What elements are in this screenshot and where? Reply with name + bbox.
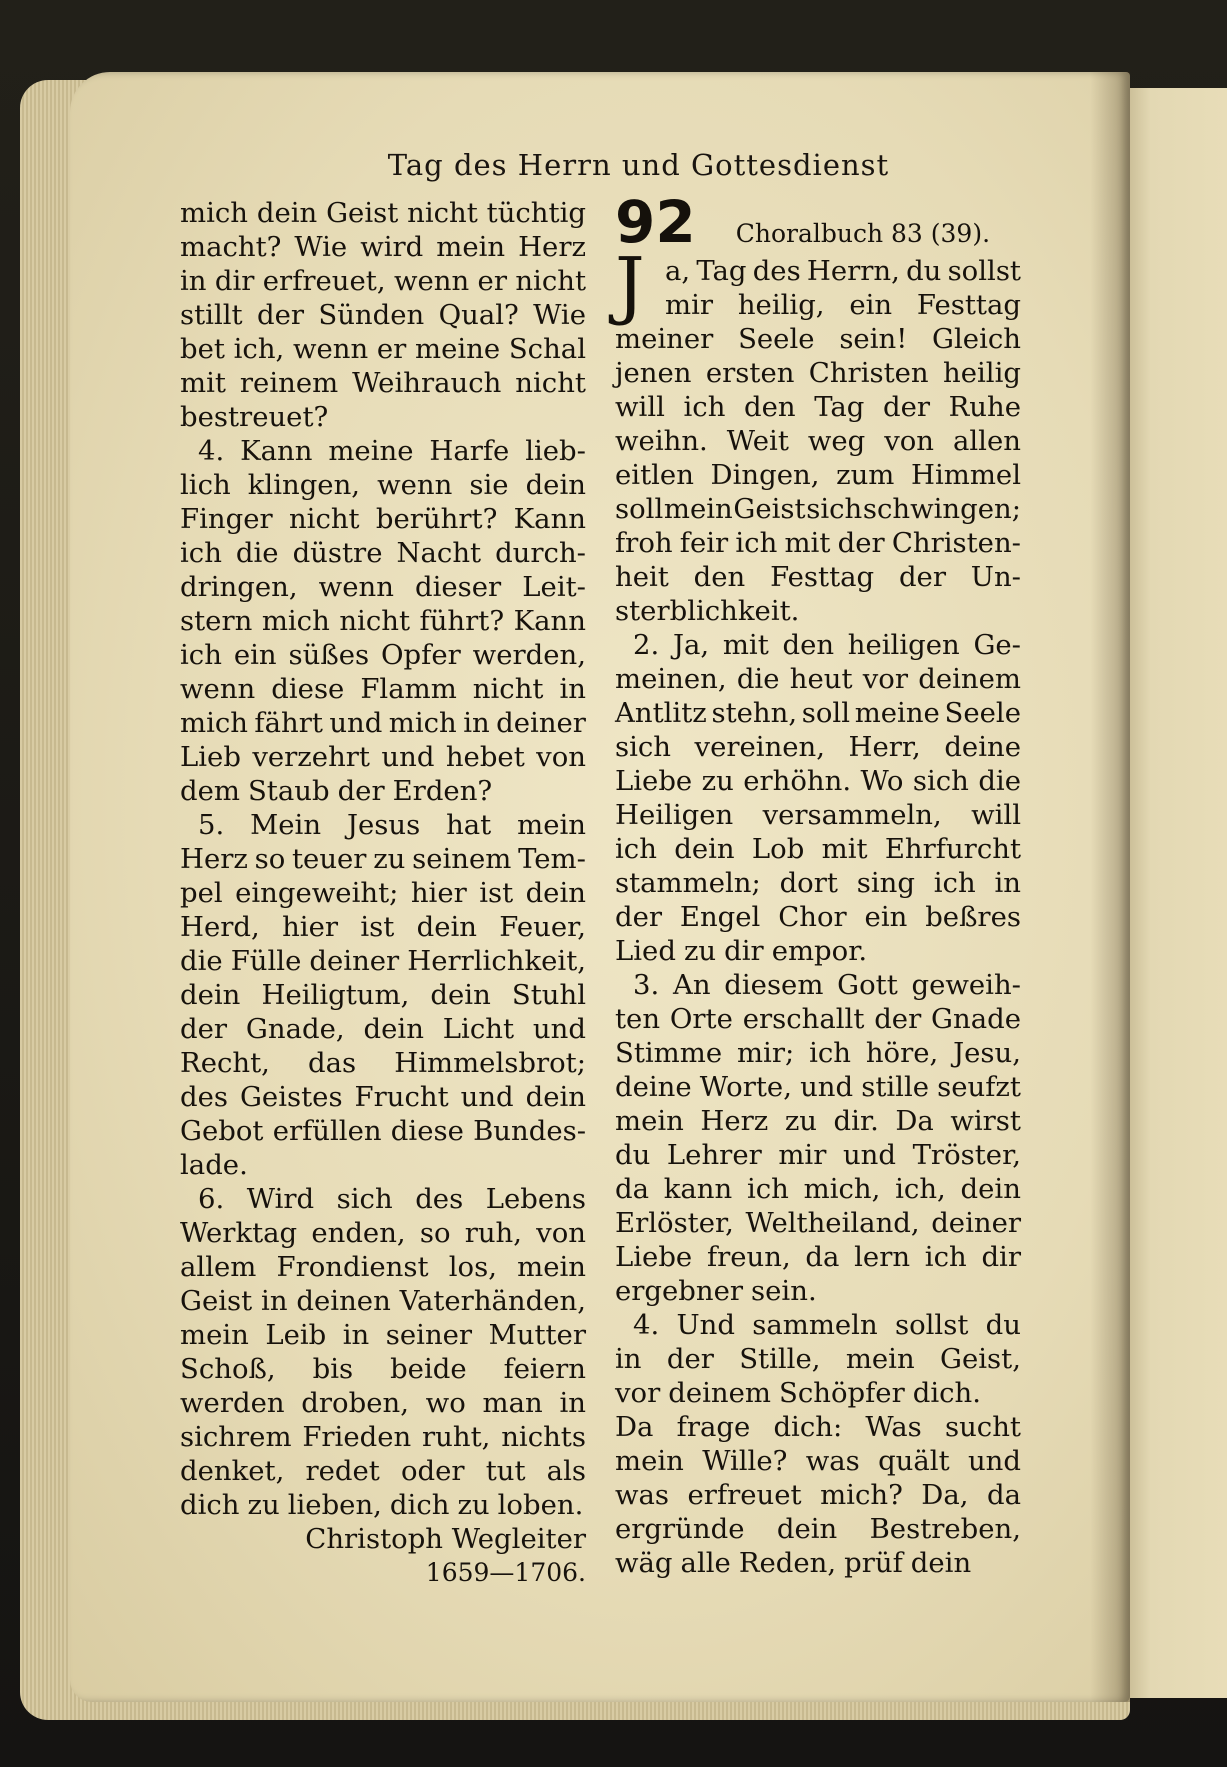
text-line: ich die düstre Nacht durch- bbox=[180, 537, 586, 569]
text-line: Lieb verzehrt und hebet von bbox=[180, 741, 586, 773]
text-line: der Gnade, dein Licht und bbox=[180, 1013, 586, 1045]
text-line: Werktag enden, so ruh, von bbox=[180, 1217, 586, 1249]
text-line: werden droben, wo man in bbox=[180, 1387, 586, 1419]
text-line: 4. Und sammeln sollst du bbox=[633, 1309, 1021, 1341]
text-line: Recht, das Himmelsbrot; bbox=[180, 1047, 586, 1079]
text-line: 2. Ja, mit den heiligen Ge- bbox=[633, 629, 1021, 661]
text-line: a, Tag des Herrn, du sollst bbox=[665, 255, 1021, 287]
text-line: denket, redet oder tut als bbox=[180, 1455, 586, 1487]
text-line: eitlen Dingen, zum Himmel bbox=[615, 459, 1021, 491]
text-line: ich ein süßes Opfer werden, bbox=[180, 639, 586, 671]
hymn-number: 92 bbox=[615, 188, 696, 256]
author-name: Christoph Wegleiter bbox=[305, 1523, 586, 1555]
text-line: weihn. Weit weg von allen bbox=[615, 425, 1021, 457]
text-line: Stimme mir; ich höre, Jesu, bbox=[615, 1037, 1021, 1069]
text-line: sterblichkeit. bbox=[615, 595, 800, 627]
text-line: meinen, die heut vor deinem bbox=[615, 663, 1021, 695]
text-line: 3. An diesem Gott geweih- bbox=[633, 969, 1021, 1001]
text-line: die Fülle deiner Herrlichkeit, bbox=[180, 945, 586, 977]
text-line: ich dein Lob mit Ehrfurcht bbox=[615, 833, 1021, 865]
text-line: Liebe zu erhöhn. Wo sich die bbox=[615, 765, 1021, 797]
running-header: Tag des Herrn und Gottesdienst bbox=[387, 148, 890, 182]
text-line: Heiligen versammeln, will bbox=[615, 799, 1021, 831]
text-line: soll mein Geist sich schwingen; bbox=[615, 493, 1021, 525]
text-line: mir heilig, ein Festtag bbox=[665, 289, 1021, 321]
text-line: des Geistes Frucht und dein bbox=[180, 1081, 586, 1113]
text-line: mein Leib in seiner Mutter bbox=[180, 1319, 586, 1351]
text-line: dich zu lieben, dich zu loben. bbox=[180, 1489, 584, 1521]
text-line: stammeln; dort sing ich in bbox=[615, 867, 1021, 899]
hymn-heading bbox=[615, 188, 1021, 256]
text-line: in dir erfreuet, wenn er nicht bbox=[180, 265, 586, 297]
left-column-text bbox=[180, 196, 586, 1522]
text-line: 6. Wird sich des Lebens bbox=[198, 1183, 586, 1215]
text-line: du Lehrer mir und Tröster, bbox=[615, 1139, 1021, 1171]
text-line: bet ich, wenn er meine Schal bbox=[180, 333, 586, 365]
text-line: meiner Seele sein! Gleich bbox=[615, 323, 1021, 355]
text-line: stillt der Sünden Qual? Wie bbox=[180, 299, 586, 331]
text-line: lich klingen, wenn sie dein bbox=[180, 469, 586, 501]
right-column bbox=[615, 188, 1021, 1580]
text-line: Da frage dich: Was sucht bbox=[615, 1411, 1021, 1443]
text-line: dringen, wenn dieser Leit- bbox=[180, 571, 586, 603]
text-line: in der Stille, mein Geist, bbox=[615, 1343, 1021, 1375]
author-line bbox=[180, 1522, 586, 1556]
right-column-text bbox=[615, 254, 1021, 1580]
text-line: der Engel Chor ein beßres bbox=[615, 901, 1021, 933]
text-line: da kann ich mich, ich, dein bbox=[615, 1173, 1021, 1205]
years-line bbox=[180, 1556, 586, 1590]
text-line: Herz so teuer zu seinem Tem- bbox=[180, 843, 586, 875]
text-line: stern mich nicht führt? Kann bbox=[180, 605, 586, 637]
text-line: jenen ersten Christen heilig bbox=[615, 357, 1021, 389]
text-line: dem Staub der Erden? bbox=[180, 775, 493, 807]
text-line: dein Heiligtum, dein Stuhl bbox=[180, 979, 586, 1011]
drop-cap: J bbox=[615, 242, 645, 328]
text-line: macht? Wie wird mein Herz bbox=[180, 231, 586, 263]
text-line: Lied zu dir empor. bbox=[615, 935, 868, 967]
text-line: mich fährt und mich in deiner bbox=[180, 707, 586, 739]
text-line: wäg alle Reden, prüf dein bbox=[615, 1547, 972, 1579]
text-line: Gebot erfüllen diese Bundes- bbox=[180, 1115, 586, 1147]
author-years: 1659—1706. bbox=[425, 1558, 586, 1587]
text-line: mit reinem Weihrauch nicht bbox=[180, 367, 586, 399]
text-line: Schoß, bis beide feiern bbox=[180, 1353, 586, 1385]
gutter-shadow bbox=[1090, 72, 1130, 1702]
text-line: ergebner sein. bbox=[615, 1275, 817, 1307]
choralbuch-reference: Choralbuch 83 (39). bbox=[735, 219, 991, 248]
text-line: was erfreuet mich? Da, da bbox=[615, 1479, 1021, 1511]
text-line: mich dein Geist nicht tüchtig bbox=[180, 197, 586, 229]
text-line: heit den Festtag der Un- bbox=[615, 561, 1021, 593]
text-line: lade. bbox=[180, 1149, 248, 1181]
next-page-edge bbox=[1118, 88, 1227, 1698]
text-line: vor deinem Schöpfer dich. bbox=[615, 1377, 981, 1409]
text-line: wenn diese Flamm nicht in bbox=[180, 673, 586, 705]
text-line: bestreuet? bbox=[180, 401, 329, 433]
text-line: mein Herz zu dir. Da wirst bbox=[615, 1105, 1021, 1137]
text-line: pel eingeweiht; hier ist dein bbox=[180, 877, 586, 909]
text-line: sichrem Frieden ruht, nichts bbox=[180, 1421, 586, 1453]
text-line: ten Orte erschallt der Gnade bbox=[615, 1003, 1021, 1035]
hymn-body bbox=[615, 242, 1021, 1580]
text-line: Liebe freun, da lern ich dir bbox=[615, 1241, 1021, 1273]
text-line: mein Wille? was quält und bbox=[615, 1445, 1021, 1477]
text-line: 4. Kann meine Harfe lieb- bbox=[198, 435, 586, 467]
text-line: Erlöster, Weltheiland, deiner bbox=[615, 1207, 1021, 1239]
text-line: 5. Mein Jesus hat mein bbox=[198, 809, 586, 841]
text-line: froh feir ich mit der Christen- bbox=[615, 527, 1021, 559]
text-line: ergründe dein Bestreben, bbox=[615, 1513, 1021, 1545]
text-line: Geist in deinen Vaterhänden, bbox=[180, 1285, 586, 1317]
text-line: allem Frondienst los, mein bbox=[180, 1251, 586, 1283]
text-line: deine Worte, und stille seufzt bbox=[615, 1071, 1021, 1103]
text-line: Antlitz stehn, soll meine Seele bbox=[615, 697, 1021, 729]
text-line: sich vereinen, Herr, deine bbox=[615, 731, 1021, 763]
text-line: Finger nicht berührt? Kann bbox=[180, 503, 586, 535]
text-line: Herd, hier ist dein Feuer, bbox=[180, 911, 586, 943]
text-line: will ich den Tag der Ruhe bbox=[615, 391, 1021, 423]
left-column bbox=[180, 196, 586, 1590]
